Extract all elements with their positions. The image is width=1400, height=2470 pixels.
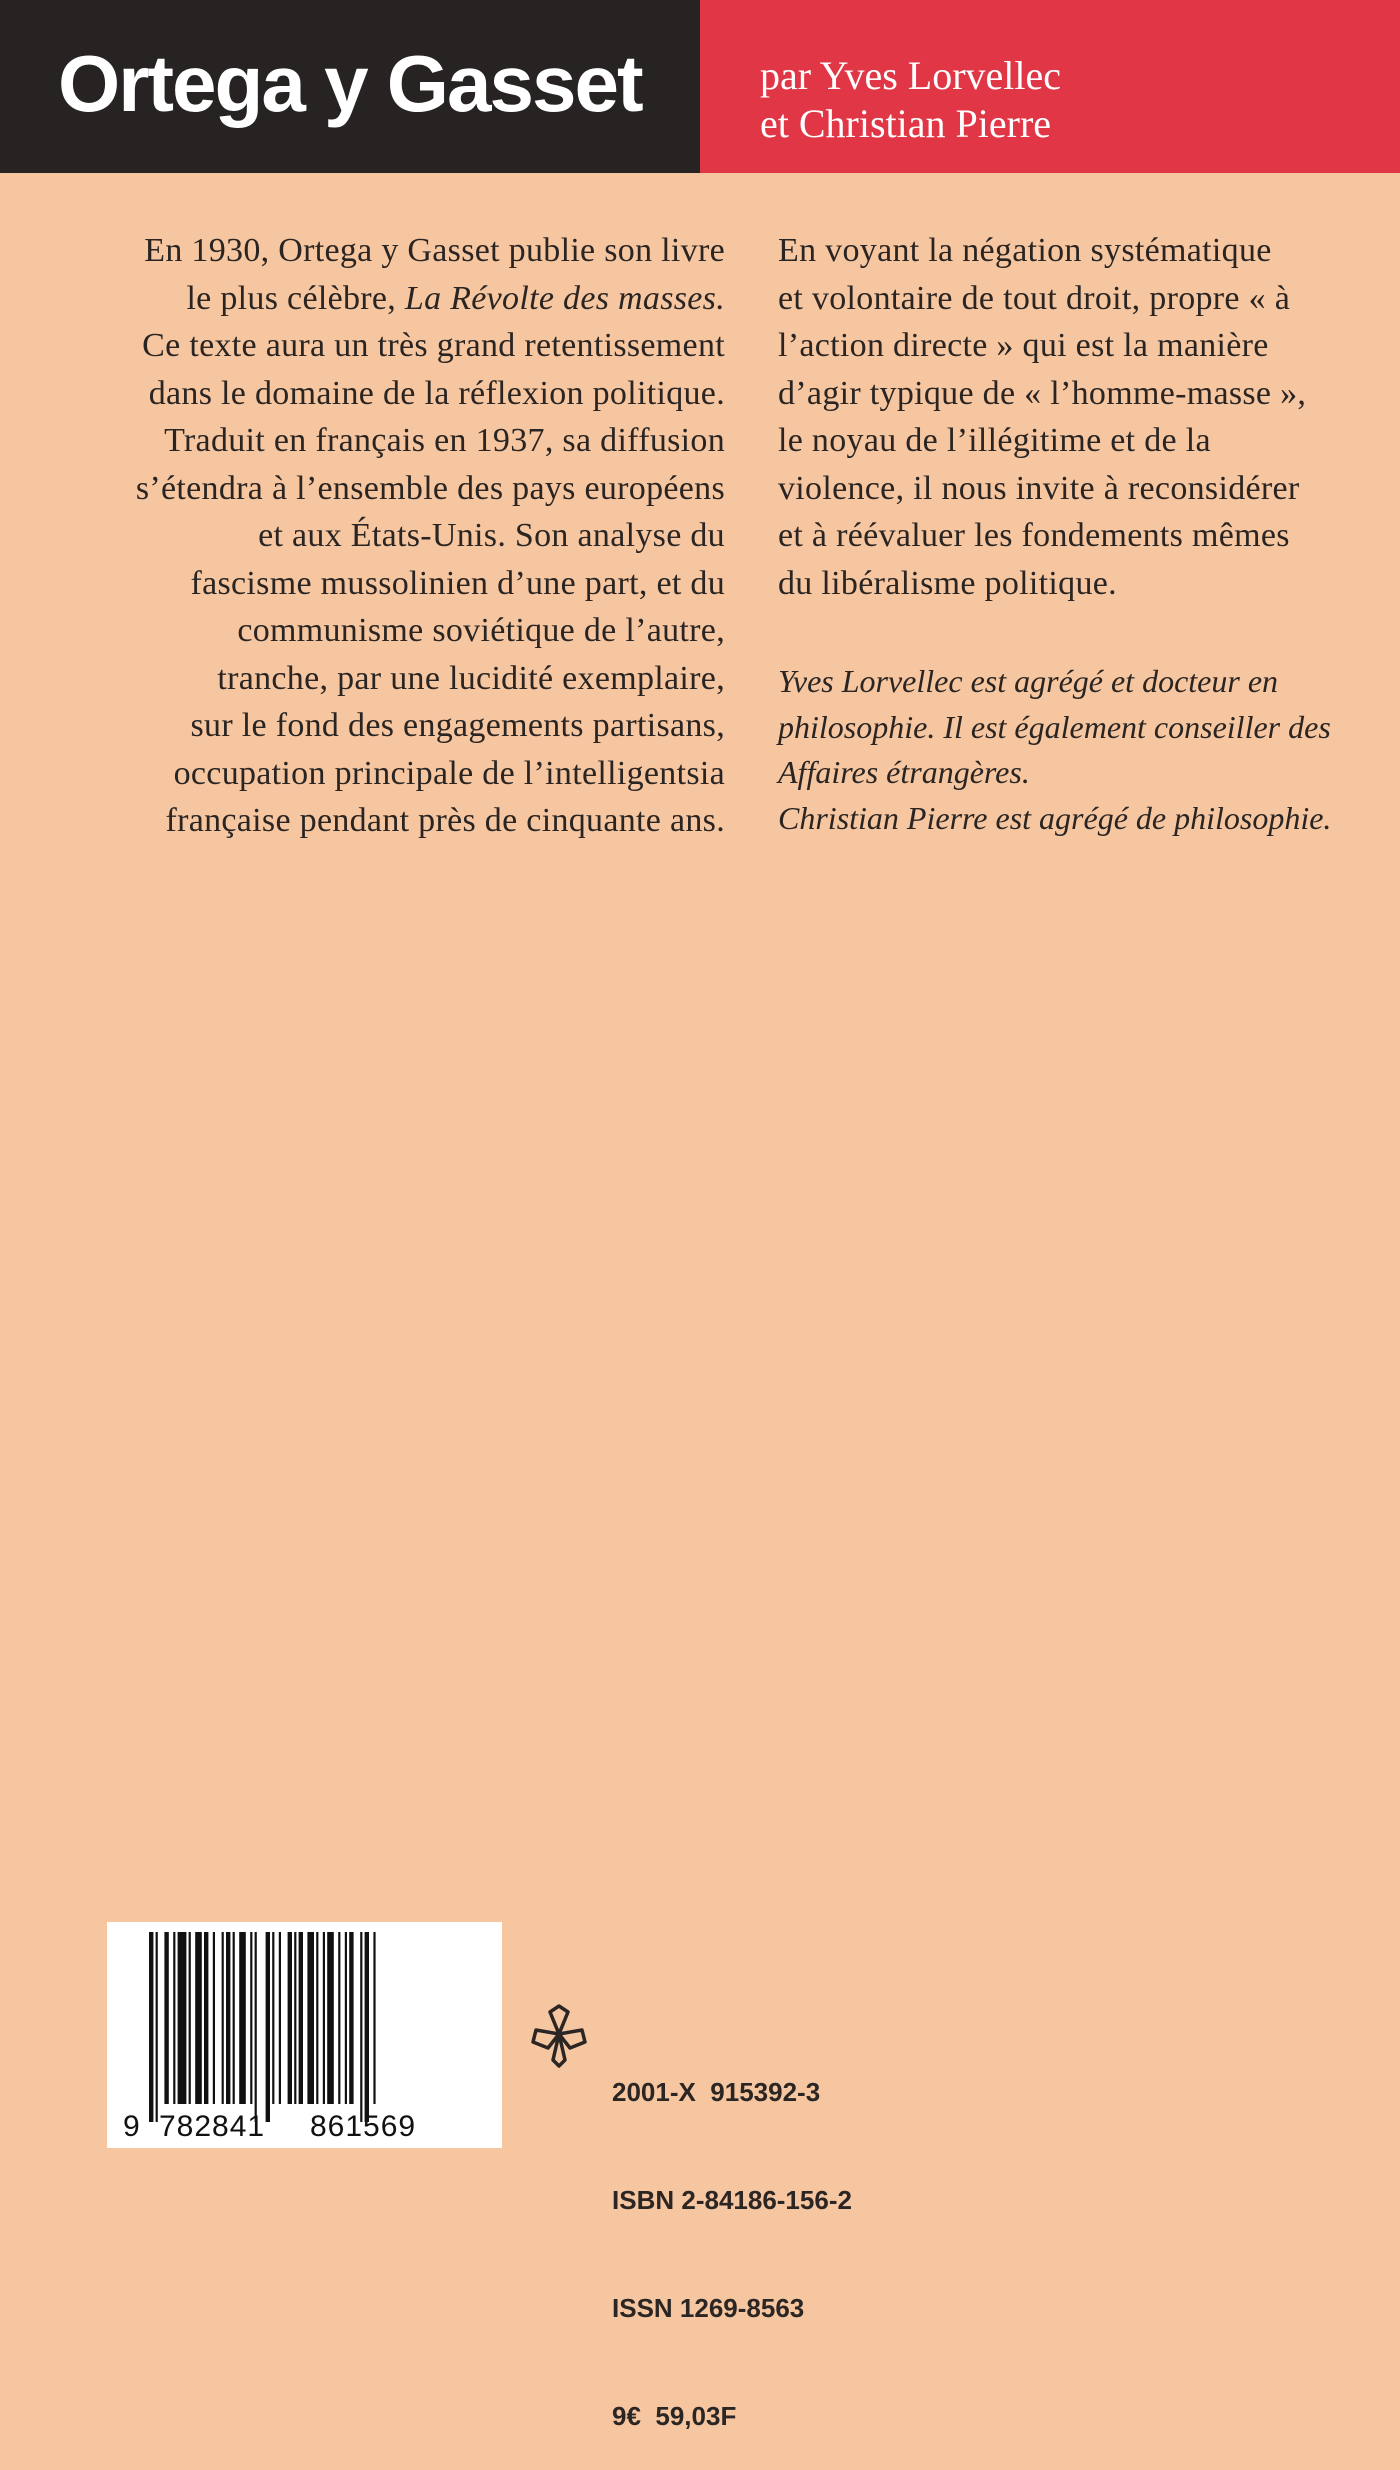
barcode-bar xyxy=(373,1932,375,2104)
barcode-bar xyxy=(233,1932,235,2104)
barcode-bar xyxy=(178,1932,187,2104)
barcode-bar xyxy=(204,1932,208,2104)
barcode-bar xyxy=(307,1932,314,2104)
barcode-graphic xyxy=(107,1922,502,2148)
publisher-info xyxy=(612,2002,852,2470)
info-line-isbn xyxy=(612,2182,852,2218)
text-line: sur le fond des engagements partisans, xyxy=(190,707,725,744)
text-line: et aux États-Unis. Son analyse du xyxy=(258,517,725,554)
info-line-issn xyxy=(612,2290,852,2326)
barcode-bar xyxy=(323,1932,325,2104)
price-euro: 9€ xyxy=(612,2401,641,2431)
isbn-value: 2-84186-156-2 xyxy=(681,2185,852,2215)
barcode-bar xyxy=(272,1932,274,2104)
barcode-bar xyxy=(164,1932,168,2104)
barcode-bar xyxy=(149,1932,153,2122)
text-line: d’agir typique de « l’homme-masse », xyxy=(778,374,1307,412)
text-line: occupation principale de l’intelligentsia xyxy=(173,754,725,792)
text-line: Ce texte aura un très grand retentissement xyxy=(142,327,725,364)
text-line: s’étendra à l’ensemble des pays européens xyxy=(135,469,725,507)
barcode-bar xyxy=(288,1932,292,2104)
header-dark-panel xyxy=(0,0,700,173)
issn-value: 1269-8563 xyxy=(679,2293,805,2323)
barcode-bar xyxy=(195,1932,202,2104)
barcode-bar xyxy=(349,1932,353,2104)
text-line: l’action directe » qui est la manière xyxy=(778,327,1269,364)
code-label: 2001-X xyxy=(612,2077,696,2107)
text-line: du libéralisme politique. xyxy=(778,564,1117,602)
summary-left-column xyxy=(52,227,725,845)
author-line-2: et Christian Pierre xyxy=(760,101,1052,146)
barcode-bar xyxy=(345,1932,347,2104)
text-line: communisme soviétique de l’autre, xyxy=(237,612,725,649)
price-franc: 59,03F xyxy=(655,2401,737,2431)
barcode-bars xyxy=(149,1932,376,2122)
text-line: violence, il nous invite à reconsidérer xyxy=(778,469,1300,507)
info-line-code xyxy=(612,2074,852,2110)
barcode-bar xyxy=(338,1932,340,2104)
barcode-digit-lead: 9 xyxy=(123,2110,140,2143)
code-value: 915392-3 xyxy=(710,2077,821,2107)
barcode-bar xyxy=(299,1932,303,2104)
author-bio xyxy=(778,659,1378,841)
authors xyxy=(760,52,1061,148)
barcode-bar xyxy=(294,1932,296,2104)
publisher-logo-icon xyxy=(528,2000,590,2070)
text-line: française pendant près de cinquante ans. xyxy=(165,802,725,839)
barcode-bar xyxy=(266,1932,270,2122)
barcode-bar xyxy=(327,1932,334,2104)
isbn-label: ISBN xyxy=(612,2185,675,2215)
issn-label: ISSN xyxy=(612,2293,673,2323)
book-title-italic: La Révolte des masses. xyxy=(404,279,725,317)
barcode-bar xyxy=(156,1932,158,2122)
bio-line: Affaires étrangères. xyxy=(778,754,1030,790)
barcode-bar xyxy=(250,1932,252,2104)
text-line xyxy=(52,275,725,323)
author-line-1: par Yves Lorvellec xyxy=(760,53,1062,98)
text-line: fascisme mussolinien d’une part, et du xyxy=(190,564,725,602)
text-line: et à réévaluer les fondements mêmes xyxy=(778,517,1290,554)
barcode-bar xyxy=(239,1932,246,2104)
barcode-bar xyxy=(316,1932,318,2104)
text-line: tranche, par une lucidité exemplaire, xyxy=(217,659,725,697)
barcode-bar xyxy=(213,1932,215,2104)
barcode-bar xyxy=(222,1932,224,2104)
bio-line: Yves Lorvellec est agrégé et docteur en xyxy=(778,663,1279,699)
text-line: et volontaire de tout droit, propre « à xyxy=(778,279,1291,317)
text-line: En 1930, Ortega y Gasset publie son livre xyxy=(144,232,725,269)
barcode xyxy=(107,1922,502,2148)
barcode-digits-left: 782841 xyxy=(159,2110,266,2143)
barcode-bar xyxy=(279,1932,281,2104)
summary-right-column xyxy=(778,227,1378,607)
barcode-digits-right: 861569 xyxy=(310,2110,417,2143)
barcode-bar xyxy=(255,1932,257,2122)
text-line: le noyau de l’illégitime et de la xyxy=(778,422,1211,459)
barcode-bar xyxy=(189,1932,191,2104)
book-title: Ortega y Gasset xyxy=(58,39,642,128)
bio-line: philosophie. Il est également conseiller des xyxy=(778,708,1331,745)
info-line-price xyxy=(612,2398,852,2434)
bio-line: Christian Pierre est agrégé de philosophie. xyxy=(778,799,1332,836)
text-line: dans le domaine de la réflexion politique. xyxy=(148,374,725,412)
barcode-bar xyxy=(365,1932,369,2122)
barcode-bar xyxy=(360,1932,362,2122)
text-line-part: le plus célèbre, xyxy=(186,279,405,317)
header-red-panel xyxy=(700,0,1400,173)
header-band xyxy=(0,0,1400,173)
text-line: En voyant la négation systématique xyxy=(778,232,1272,269)
text-line: Traduit en français en 1937, sa diffusion xyxy=(164,422,725,459)
barcode-bar xyxy=(226,1932,230,2104)
barcode-bar xyxy=(173,1932,175,2104)
